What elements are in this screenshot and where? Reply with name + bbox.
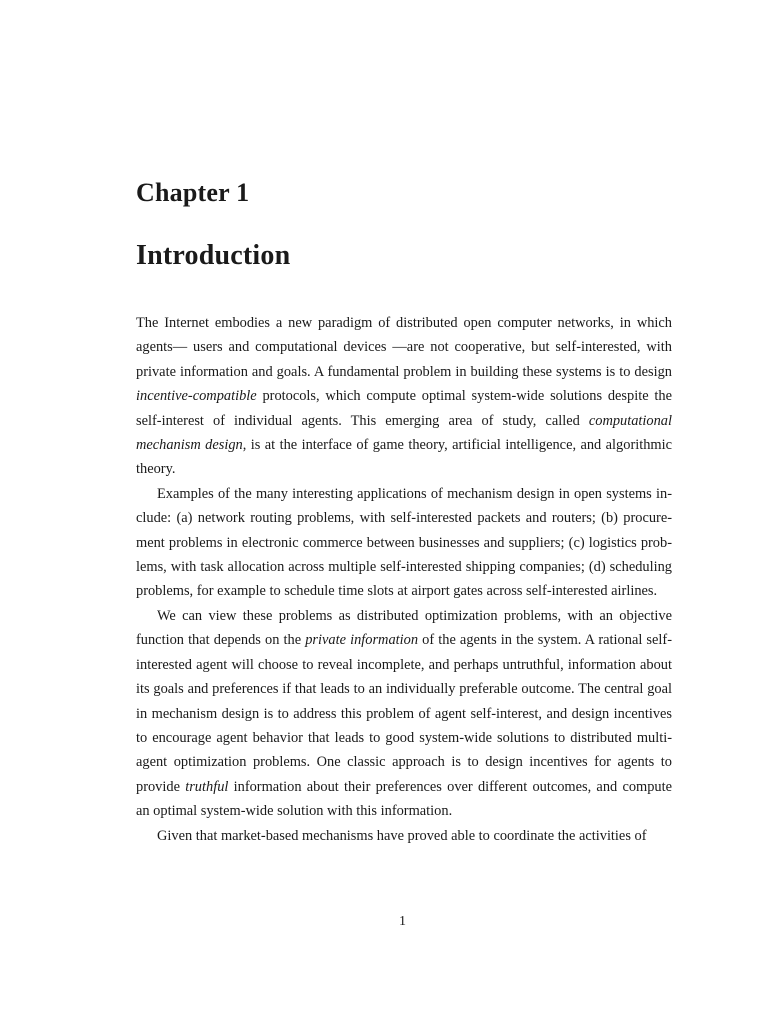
emphasis-incentive-compatible: incentive-compatible — [136, 388, 257, 405]
paragraph-3 — [136, 604, 672, 824]
paragraph-4 — [136, 824, 672, 848]
emphasis-computational-mechanism-design: computational mechanism design — [136, 412, 672, 454]
text-segment: We can view these problems as distributed optimization problems, with an objective function that depends on the — [136, 607, 672, 649]
text-segment: Examples of the many interesting applications of mechanism design in open systems include: (a) network routing problems, with self-interested packets and routers; (b) procurement problems in electronic commerce between businesses and suppliers; (c) logistics problems, with task allocation across multiple self-interested shipping companies; (d) scheduling problems, for example to schedule time slots at airport gates across self-interested airlines. — [136, 485, 672, 600]
paragraph-1 — [136, 311, 672, 482]
body-text — [136, 311, 672, 848]
chapter-label: Chapter 1 — [136, 178, 250, 207]
text-segment: of the agents in the system. A rational self-interested agent will choose to reveal incomplete, and perhaps untruthful, information about its goals and preferences if that leads to an individually preferable outcome. The central goal in mechanism design is to address this problem of agent self-interest, and design incentives to encourage agent behavior that leads to good system-wide solutions to distributed multi-agent optimization problems. One classic approach is to design incentives for agents to provide — [136, 632, 673, 795]
emphasis-private-information: private information — [305, 632, 419, 649]
chapter-title: Introduction — [136, 240, 291, 271]
emphasis-truthful: truthful — [185, 778, 229, 795]
text-segment: protocols, which compute optimal system-wide solutions despite the self-interest of individual agents. This emerging area of study, called — [136, 388, 672, 429]
paragraph-2 — [136, 482, 672, 604]
text-segment: information about their preferences over different outcomes, and compute an optimal system-wide solution with this information. — [136, 778, 672, 820]
text-segment: , is at the interface of game theory, artificial intelligence, and algorithmic theory. — [136, 437, 673, 478]
text-segment: Given that market-based mechanisms have proved able to coordinate the activities of — [157, 827, 647, 844]
page-number: 1 — [399, 914, 406, 929]
text-segment: The Internet embodies a new paradigm of distributed open computer networks, in which agents— users and computational devices —are not cooperative, but self-interested, with private information and goals. A fundamental problem in building these systems is to design — [136, 315, 672, 380]
